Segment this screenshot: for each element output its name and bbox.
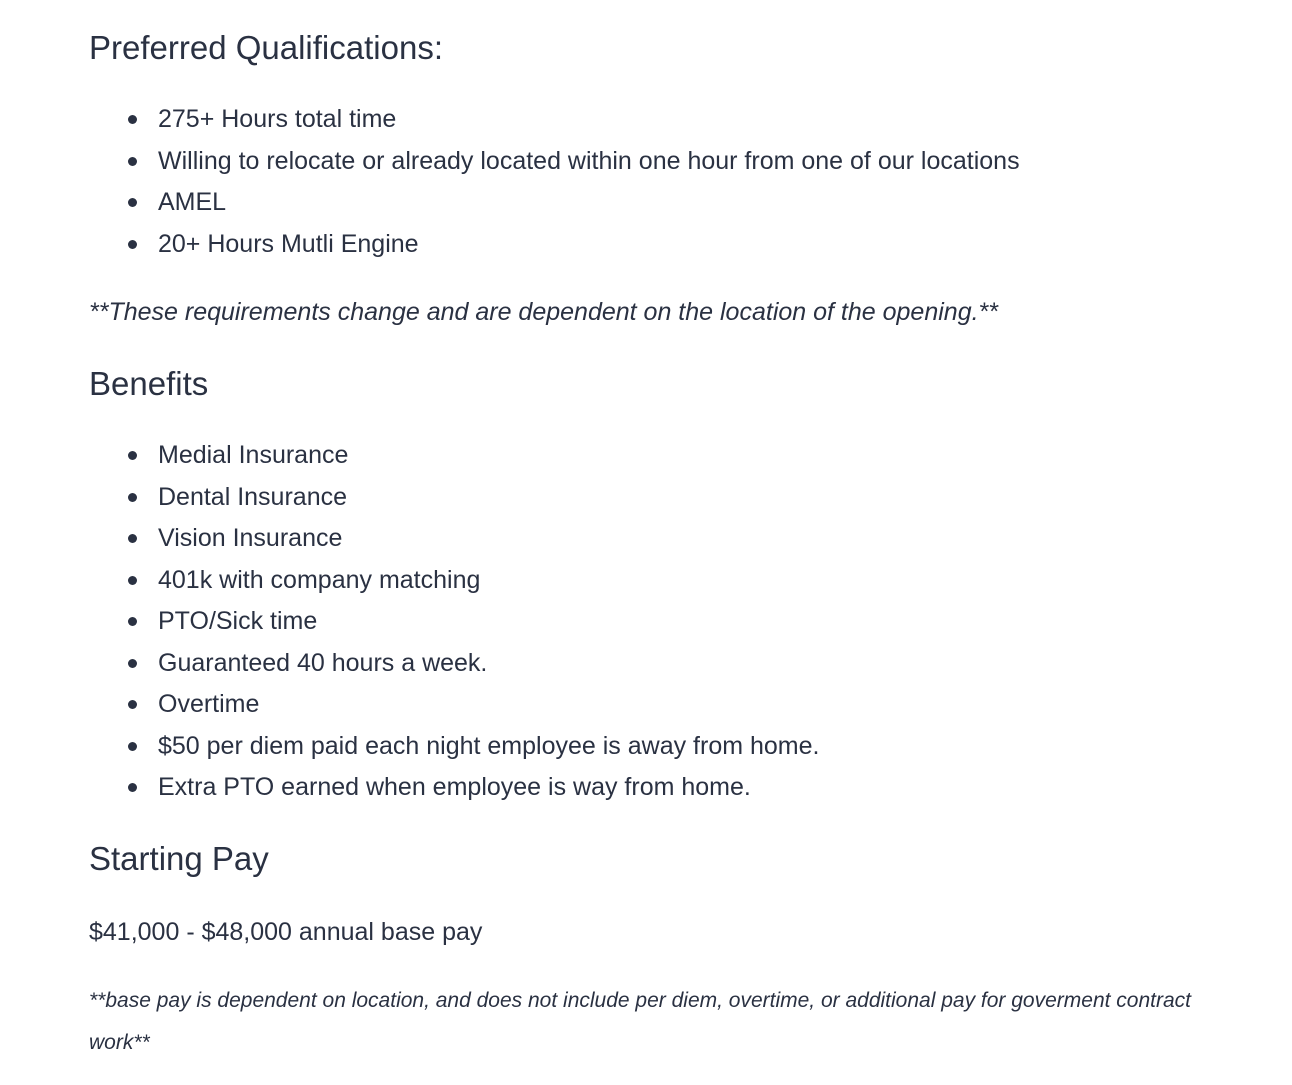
list-item-text: Medial Insurance xyxy=(158,441,349,469)
bullet-icon xyxy=(128,617,137,626)
list-item xyxy=(89,560,819,602)
preferred-qualifications-heading: Preferred Qualifications: xyxy=(89,29,443,66)
benefits-list xyxy=(89,435,819,809)
list-item xyxy=(89,601,819,643)
bullet-icon xyxy=(128,157,137,166)
list-item-text: Extra PTO earned when employee is way from home. xyxy=(158,773,751,801)
bullet-icon xyxy=(128,659,137,668)
bullet-icon xyxy=(128,240,137,249)
requirements-note: **These requirements change and are dependent on the location of the opening.** xyxy=(89,298,998,326)
benefits-heading: Benefits xyxy=(89,365,209,402)
list-item xyxy=(89,518,819,560)
list-item xyxy=(89,726,819,768)
bullet-icon xyxy=(128,493,137,502)
list-item xyxy=(89,99,1020,141)
pay-range: $41,000 - $48,000 annual base pay xyxy=(89,918,483,946)
list-item-text: AMEL xyxy=(158,188,227,216)
list-item-text: Guaranteed 40 hours a week. xyxy=(158,648,488,677)
list-item-text: Willing to relocate or already located within one hour from one of our locations xyxy=(158,146,1020,175)
bullet-icon xyxy=(128,700,137,709)
bullet-icon xyxy=(128,198,137,207)
list-item-text: Dental Insurance xyxy=(158,482,348,511)
list-item-text: 401k with company matching xyxy=(158,565,481,594)
list-item xyxy=(89,477,819,519)
list-item-text: $50 per diem paid each night employee is away from home. xyxy=(158,731,820,760)
bullet-icon xyxy=(128,783,137,792)
starting-pay-heading: Starting Pay xyxy=(89,840,269,877)
bullet-icon xyxy=(128,451,137,460)
list-item xyxy=(89,182,1020,224)
list-item xyxy=(89,224,1020,266)
preferred-qualifications-list xyxy=(89,99,1020,265)
list-item xyxy=(89,643,819,685)
list-item-text: 20+ Hours Mutli Engine xyxy=(158,229,419,258)
bullet-icon xyxy=(128,534,137,543)
list-item xyxy=(89,435,819,477)
bullet-icon xyxy=(128,576,137,585)
list-item xyxy=(89,141,1020,183)
list-item xyxy=(89,684,819,726)
list-item-text: 275+ Hours total time xyxy=(158,105,397,133)
list-item-text: Overtime xyxy=(158,690,260,718)
list-item xyxy=(89,767,819,809)
pay-note: **base pay is dependent on location, and does not include per diem, overtime, or additional pay for goverment contract work** xyxy=(89,989,1192,1054)
bullet-icon xyxy=(128,115,137,124)
list-item-text: Vision Insurance xyxy=(158,524,343,552)
list-item-text: PTO/Sick time xyxy=(158,607,318,635)
bullet-icon xyxy=(128,742,137,751)
